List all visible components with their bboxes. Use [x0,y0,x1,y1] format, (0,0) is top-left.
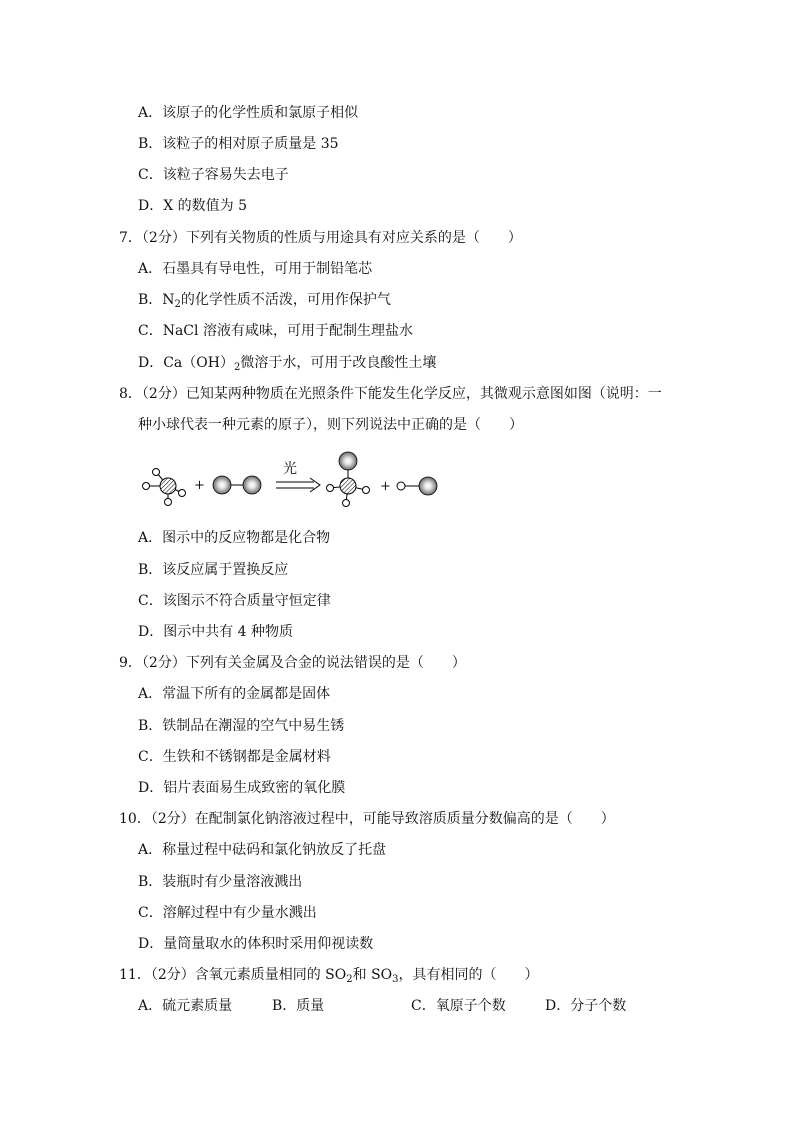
q7-option-a: A．石墨具有导电性，可用于制铅笔芯 [138,261,373,277]
q7-option-d-post: 微溶于水，可用于改良酸性土壤 [240,355,437,371]
q11-options-row [138,996,658,1016]
q6-option-a: A．该原子的化学性质和氯原子相似 [138,105,359,121]
q11-stem-part3: ，具有相同的（ ） [398,967,539,983]
q10-stem: 10．（2分）在配制氯化钠溶液过程中，可能导致溶质质量分数偏高的是（ ） [119,811,615,827]
plus-sign-1: + [194,478,205,493]
q6-option-c: C．该粒子容易失去电子 [138,167,289,183]
q11-stem-sub2: 3 [392,974,399,985]
product-molecule-1 [327,452,370,507]
q7-option-b-pre: B．N [138,292,175,308]
q6-option-d: D．X 的数值为 5 [138,198,247,214]
q7-option-d-pre: D．Ca（OH） [138,355,234,371]
reaction-diagram [138,448,448,508]
plus-sign-2: + [380,479,391,494]
q8-option-d: D．图示中共有 4 种物质 [138,624,294,640]
q7-stem: 7．（2分）下列有关物质的性质与用途具有对应关系的是（ ） [119,230,522,246]
q9-option-a: A．常温下所有的金属都是固体 [138,686,331,702]
q11-stem-part2: 和 SO [352,967,393,983]
q11-option-b: B．质量 [272,998,325,1014]
light-condition-label: 光 [283,461,297,477]
q10-option-d: D．量筒量取水的体积时采用仰视读数 [138,936,374,952]
q10-option-b: B．装瓶时有少量溶液溅出 [138,874,303,890]
reaction-arrow [276,460,320,492]
q8-option-c: C．该图示不符合质量守恒定律 [138,593,331,609]
reactant-molecule-2 [213,476,261,494]
q10-option-c: C．溶解过程中有少量水溅出 [138,905,317,921]
q11-stem-sub1: 2 [346,974,353,985]
q8-option-a: A．图示中的反应物都是化合物 [138,530,331,546]
q9-stem: 9．（2分）下列有关金属及合金的说法错误的是（ ） [119,655,466,671]
q11-option-c: C．氧原子个数 [411,998,506,1014]
q8-stem-line1: 8．（2分）已知某两种物质在光照条件下能发生化学反应，其微观示意图如图（说明：一 [119,386,662,402]
q7-option-b [138,290,391,310]
q8-stem-line2: 种小球代表一种元素的原子），则下列说法中正确的是（ ） [138,417,523,433]
q11-stem-part1: 11．（2分）含氧元素质量相同的 SO [119,967,347,983]
q7-option-b-sub: 2 [174,299,181,310]
q7-option-d-sub: 2 [233,362,241,373]
q8-option-b: B．该反应属于置换反应 [138,562,289,578]
q10-option-a: A．称量过程中砝码和氯化钠放反了托盘 [138,842,387,858]
q7-option-d [138,353,436,373]
q11-option-d: D．分子个数 [545,998,627,1014]
q11-stem [119,965,539,985]
reactant-molecule-1 [143,469,186,506]
q9-option-b: B．铁制品在潮湿的空气中易生锈 [138,718,345,734]
q7-option-c: C．NaCl 溶液有咸味，可用于配制生理盐水 [138,323,413,339]
q9-option-d: D．铝片表面易生成致密的氧化膜 [138,780,346,796]
q9-option-c: C．生铁和不锈钢都是金属材料 [138,749,331,765]
q6-option-b: B．该粒子的相对原子质量是 35 [138,136,339,152]
product-molecule-2 [397,477,437,495]
q11-option-a: A．硫元素质量 [138,998,233,1014]
q7-option-b-post: 的化学性质不活泼，可用作保护气 [180,292,391,308]
